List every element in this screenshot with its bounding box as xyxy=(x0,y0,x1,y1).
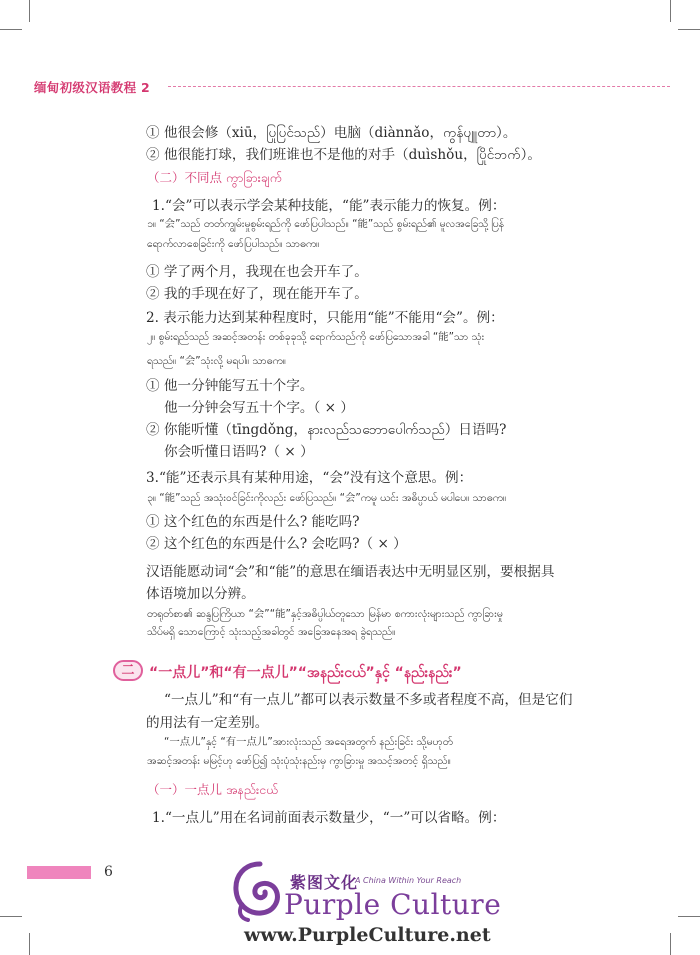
logo-english-text: Purple Culture xyxy=(284,888,502,921)
example-line: ② 他很能打球，我们班谁也不是他的对手（duìshǒu，ပြိုင်ဘက်）。 xyxy=(146,147,542,163)
rule-line: 3.“能”还表示具有某种用途，“会”没有这个意思。例： xyxy=(146,470,473,486)
rule-line: 1.“一点儿”用在名词前面表示数量少，“一”可以省略。例： xyxy=(152,810,506,826)
note-line: 体语境加以分辨。 xyxy=(146,586,255,602)
example-line: ① 他很会修（xiū，ပြုပြင်သည်）电脑（diànnǎo，ကွန်ပျူတာ）。 xyxy=(146,125,517,141)
logo-chinese-text: 紫图文化 xyxy=(290,873,359,892)
crop-mark-top-left-v xyxy=(29,0,30,22)
page-number-bar xyxy=(27,866,91,879)
crop-mark-top-right-h xyxy=(678,29,700,30)
burmese-line: ရောက်လာစေခြင်းကို ဖော်ပြပါသည်။ သာဓက။ xyxy=(147,238,320,250)
burmese-line: အဆင့်အတန်း မမြင့်ဟု ဖော်ပြ၍ သုံးပုံသုံးနည်းမှ ကွာခြားမှု အသင့်အတင့် ရှိသည်။ xyxy=(147,755,451,767)
subsection-heading: （二）不同点 ကွာခြားချက် xyxy=(147,170,283,185)
crop-mark-bottom-left-h xyxy=(0,916,22,917)
burmese-line: ၁။ “会”သည် တတ်ကျွမ်းမှုစွမ်းရည်ကို ဖော်ပြပါသည်။ “能”သည် စွမ်းရည်၏ မူလအခြေသို့ပြန် xyxy=(147,218,505,230)
logo-url[interactable]: www.PurpleCulture.net xyxy=(244,924,491,946)
header-divider xyxy=(168,86,670,87)
burmese-line: “一点儿”နှင့် “有一点儿”အားလုံးသည် အရေအတွက် နည်းခြင်း သို့မဟုတ် xyxy=(164,736,453,748)
note-line: 汉语能愿动词“会”和“能”的意思在缅语表达中无明显区别，要根据具 xyxy=(146,564,555,580)
example-line: ① 他一分钟能写五十个字。 xyxy=(146,378,314,394)
subsection-heading: （一）一点儿 အနည်းငယ် xyxy=(147,782,279,797)
burmese-line: ၃။ “能”သည် အသုံးဝင်ခြင်းကိုလည်း ဖော်ပြသည်။ “会”ကမူ ယင်း အဓိပ္ပာယ် မပါပေ။ သာဓက။ xyxy=(147,492,507,504)
section-number-badge: 二 xyxy=(113,660,143,681)
crop-mark-bottom-right-h xyxy=(678,916,700,917)
burmese-line: ၂။ စွမ်းရည်သည် အဆင့်အတန်း တစ်ခုခုသို့ ရောက်သည်ကို ဖော်ပြသောအခါ “能”သာ သုံး xyxy=(147,331,485,343)
crop-mark-bottom-right-v xyxy=(670,933,671,955)
burmese-line: ရသည်။ “会”သုံးလို့ မရပါ။ သာဓက။ xyxy=(147,355,286,367)
example-line: ② 这个红色的东西是什么? 会吃吗?（ × ） xyxy=(146,536,407,552)
purple-culture-logo-icon xyxy=(232,860,282,922)
example-line: ② 你能听懂（tīngdǒng，နားလည်သဘောပေါက်သည်）日语吗? xyxy=(146,422,507,438)
logo-tagline: A China Within Your Reach xyxy=(355,876,462,885)
example-line: 你会听懂日语吗?（ × ） xyxy=(164,444,314,460)
example-line: 他一分钟会写五十个字。（ × ） xyxy=(164,400,354,416)
example-line: ① 这个红色的东西是什么? 能吃吗? xyxy=(146,514,360,530)
body-line: “一点儿”和“有一点儿”都可以表示数量不多或者程度不高，但是它们 xyxy=(164,692,573,708)
example-line: ① 学了两个月，我现在也会开车了。 xyxy=(146,264,368,280)
burmese-line: တရုတ်စာ၏ ဆန္ဒပြကြိယာ “会”“能”နှင့်အဓိပ္ပါယ်တူသော မြန်မာ စကားလုံးများသည် ကွာခြားမှု xyxy=(147,608,503,620)
body-line: 的用法有一定差别。 xyxy=(146,715,269,731)
rule-line: 1.“会”可以表示学会某种技能，“能”表示能力的恢复。例： xyxy=(152,198,506,214)
page-number: 6 xyxy=(104,864,113,880)
crop-mark-top-left-h xyxy=(0,29,22,30)
crop-mark-bottom-left-v xyxy=(29,933,30,955)
burmese-line: သိပ်မရှိ သောကြောင့် သုံးသည့်အခါတွင် အခြေအနေအရ ခွဲရသည်။ xyxy=(147,626,396,638)
header-title: 缅甸初级汉语教程 2 xyxy=(34,80,151,95)
rule-line: 2. 表示能力达到某种程度时，只能用“能”不能用“会”。例： xyxy=(146,310,504,326)
crop-mark-top-right-v xyxy=(670,0,671,22)
example-line: ② 我的手现在好了，现在能开车了。 xyxy=(146,286,368,302)
section-heading: “一点儿”和“有一点儿”“အနည်းငယ်”နှင့် “နည်းနည်း” xyxy=(149,665,462,681)
